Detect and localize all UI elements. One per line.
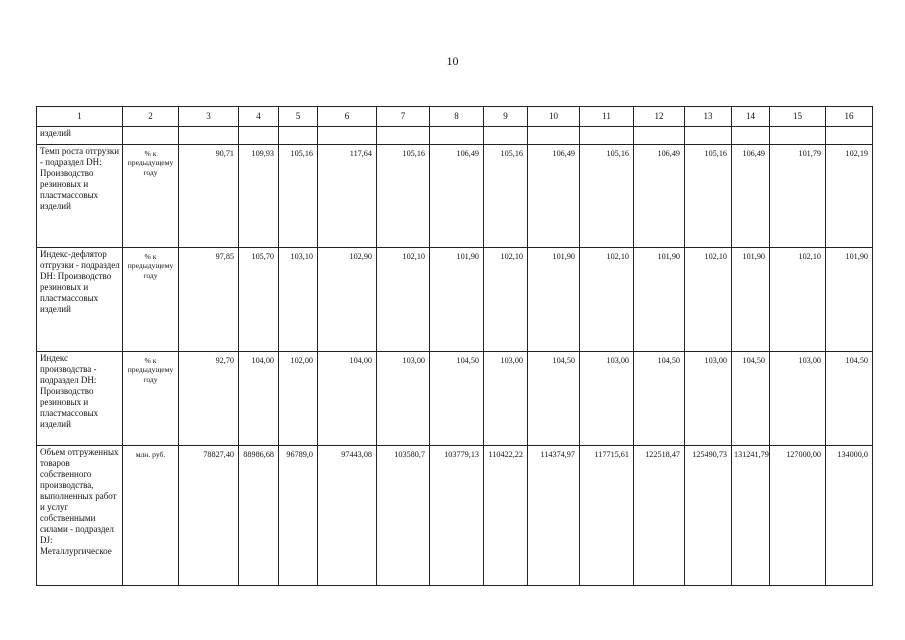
value-cell: 102,10 <box>580 248 634 352</box>
column-header: 7 <box>377 107 430 127</box>
value-cell: 104,50 <box>430 352 484 446</box>
value-cell: 102,10 <box>484 248 528 352</box>
value-cell: 101,79 <box>770 145 826 248</box>
column-header: 5 <box>279 107 318 127</box>
value-cell: 104,50 <box>634 352 685 446</box>
column-header: 1 <box>37 107 123 127</box>
value-cell: 109,93 <box>239 145 279 248</box>
value-cell: 101,90 <box>430 248 484 352</box>
table-row <box>37 446 873 586</box>
value-cell: 122518,47 <box>634 446 685 586</box>
table-row <box>37 145 873 248</box>
value-cell: 92,70 <box>179 352 239 446</box>
unit-cell: % к предыдущему году <box>123 248 179 352</box>
empty-cell <box>430 127 484 145</box>
column-header: 13 <box>685 107 732 127</box>
value-cell: 105,16 <box>377 145 430 248</box>
column-header: 11 <box>580 107 634 127</box>
value-cell: 104,50 <box>826 352 873 446</box>
empty-cell <box>826 127 873 145</box>
value-cell: 117,64 <box>318 145 377 248</box>
empty-cell <box>634 127 685 145</box>
value-cell: 102,10 <box>377 248 430 352</box>
continuation-cell: изделий <box>37 127 123 145</box>
empty-cell <box>685 127 732 145</box>
empty-cell <box>279 127 318 145</box>
value-cell: 103,10 <box>279 248 318 352</box>
unit-cell: % к предыдущему году <box>123 352 179 446</box>
value-cell: 105,16 <box>484 145 528 248</box>
indicator-name: Темп роста отгрузки - подраздел DH: Производство резиновых и пластмассовых изделий <box>37 145 123 248</box>
value-cell: 134000,0 <box>826 446 873 586</box>
value-cell: 102,19 <box>826 145 873 248</box>
column-header: 8 <box>430 107 484 127</box>
value-cell: 106,49 <box>430 145 484 248</box>
value-cell: 103580,7 <box>377 446 430 586</box>
value-cell: 105,16 <box>685 145 732 248</box>
value-cell: 106,49 <box>634 145 685 248</box>
value-cell: 101,90 <box>528 248 580 352</box>
empty-cell <box>239 127 279 145</box>
value-cell: 101,90 <box>634 248 685 352</box>
value-cell: 103,00 <box>580 352 634 446</box>
column-header: 2 <box>123 107 179 127</box>
indicator-name: Индекс производства - подраздел DH: Производство резиновых и пластмассовых изделий <box>37 352 123 446</box>
value-cell: 110422,22 <box>484 446 528 586</box>
value-cell: 78827,40 <box>179 446 239 586</box>
column-header: 15 <box>770 107 826 127</box>
value-cell: 102,90 <box>318 248 377 352</box>
value-cell: 125490,73 <box>685 446 732 586</box>
table-header-row <box>37 107 873 127</box>
value-cell: 104,50 <box>732 352 770 446</box>
value-cell: 106,49 <box>732 145 770 248</box>
value-cell: 131241,79 <box>732 446 770 586</box>
value-cell: 103,00 <box>484 352 528 446</box>
empty-cell <box>580 127 634 145</box>
value-cell: 106,49 <box>528 145 580 248</box>
value-cell: 102,10 <box>685 248 732 352</box>
table-row <box>37 352 873 446</box>
unit-cell: млн. руб. <box>123 446 179 586</box>
value-cell: 102,10 <box>770 248 826 352</box>
value-cell: 105,16 <box>580 145 634 248</box>
value-cell: 101,90 <box>826 248 873 352</box>
table-row <box>37 248 873 352</box>
value-cell: 104,50 <box>528 352 580 446</box>
empty-cell <box>770 127 826 145</box>
value-cell: 97,85 <box>179 248 239 352</box>
empty-cell <box>528 127 580 145</box>
value-cell: 104,00 <box>318 352 377 446</box>
column-header: 6 <box>318 107 377 127</box>
column-header: 16 <box>826 107 873 127</box>
empty-cell <box>484 127 528 145</box>
value-cell: 103779,13 <box>430 446 484 586</box>
value-cell: 114374,97 <box>528 446 580 586</box>
column-header: 10 <box>528 107 580 127</box>
value-cell: 97443,08 <box>318 446 377 586</box>
value-cell: 117715,61 <box>580 446 634 586</box>
value-cell: 102,00 <box>279 352 318 446</box>
empty-cell <box>179 127 239 145</box>
empty-cell <box>377 127 430 145</box>
value-cell: 103,00 <box>770 352 826 446</box>
column-header: 9 <box>484 107 528 127</box>
column-header: 4 <box>239 107 279 127</box>
empty-cell <box>318 127 377 145</box>
indicator-name: Объем отгруженных товаров собственного производства, выполненных работ и услуг собственными силами - подраздел DJ: Металлургическое <box>37 446 123 586</box>
empty-cell <box>123 127 179 145</box>
column-header: 14 <box>732 107 770 127</box>
value-cell: 103,00 <box>377 352 430 446</box>
value-cell: 96789,0 <box>279 446 318 586</box>
value-cell: 127000,00 <box>770 446 826 586</box>
page-number: 10 <box>446 54 459 68</box>
value-cell: 103,00 <box>685 352 732 446</box>
value-cell: 90,71 <box>179 145 239 248</box>
value-cell: 101,90 <box>732 248 770 352</box>
value-cell: 104,00 <box>239 352 279 446</box>
value-cell: 105,16 <box>279 145 318 248</box>
data-table <box>36 106 873 586</box>
empty-cell <box>732 127 770 145</box>
value-cell: 88986,68 <box>239 446 279 586</box>
continuation-row <box>37 127 873 145</box>
unit-cell: % к предыдущему году <box>123 145 179 248</box>
value-cell: 105,70 <box>239 248 279 352</box>
column-header: 12 <box>634 107 685 127</box>
indicator-name: Индекс-дефлятор отгрузки - подраздел DH: Производство резиновых и пластмассовых изделий <box>37 248 123 352</box>
column-header: 3 <box>179 107 239 127</box>
